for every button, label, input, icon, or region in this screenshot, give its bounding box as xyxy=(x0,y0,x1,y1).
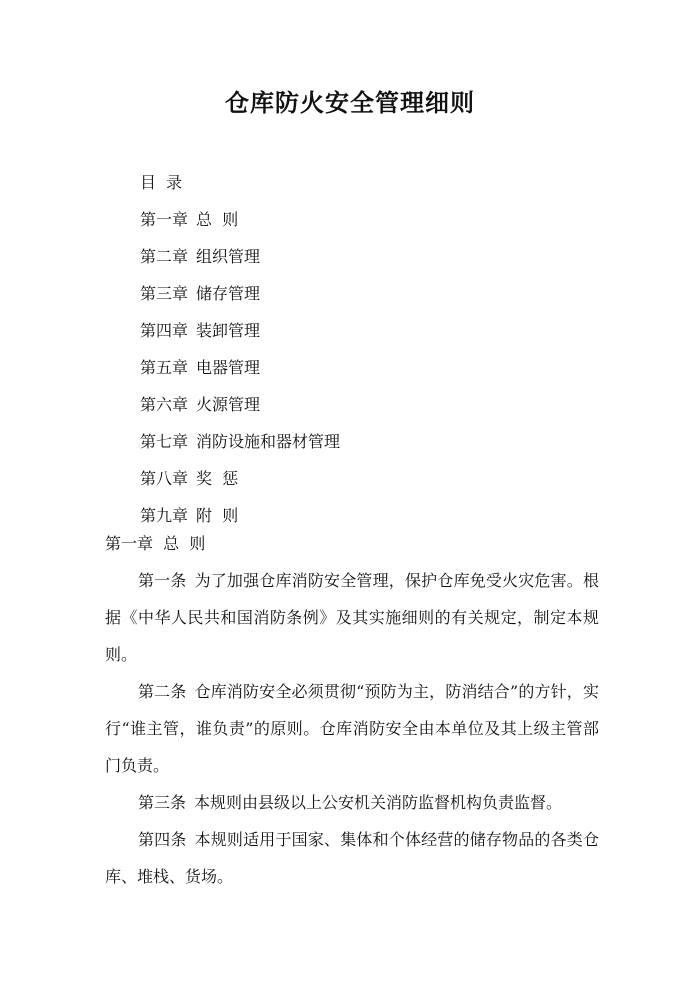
toc-item xyxy=(140,386,600,423)
toc-item xyxy=(140,238,600,275)
document-title: 仓库防火安全管理细则 xyxy=(225,89,475,117)
toc-item-label: 奖 惩 xyxy=(196,469,239,488)
toc-item-label: 附 则 xyxy=(196,506,239,525)
article-paragraph xyxy=(105,562,599,673)
toc-item-number: 第一章 xyxy=(140,210,189,229)
chapter-heading: 第一章 总 则 xyxy=(105,534,206,553)
toc-item-label: 总 则 xyxy=(196,210,239,229)
toc-item xyxy=(140,201,600,238)
toc-item xyxy=(140,275,600,312)
toc-item-label: 装卸管理 xyxy=(196,321,261,340)
toc-item xyxy=(140,312,600,349)
article-number: 第二条 xyxy=(138,682,187,701)
article-text: 仓库消防安全必须贯彻“预防为主，防消结合”的方针，实行“谁主管，谁负责”的原则。仓库消防安全由本单位及其上级主管部门负责。 xyxy=(105,682,599,775)
toc-item-number: 第七章 xyxy=(140,432,189,451)
toc-item-label: 组织管理 xyxy=(196,247,261,266)
article-number: 第三条 xyxy=(138,793,187,812)
toc-heading xyxy=(140,164,600,201)
article-paragraph xyxy=(105,673,599,784)
toc-item-number: 第九章 xyxy=(140,506,189,525)
toc-item-label: 储存管理 xyxy=(196,284,261,303)
toc-item-label: 火源管理 xyxy=(196,395,261,414)
toc-item-number: 第六章 xyxy=(140,395,189,414)
toc-item-number: 第二章 xyxy=(140,247,189,266)
article-paragraph xyxy=(105,821,599,895)
toc-item-number: 第四章 xyxy=(140,321,189,340)
toc-item xyxy=(140,460,600,497)
toc-item xyxy=(140,423,600,460)
chapter-one-body xyxy=(105,525,599,895)
toc-item-label: 消防设施和器材管理 xyxy=(196,432,341,451)
article-paragraph xyxy=(105,784,599,821)
article-text: 为了加强仓库消防安全管理，保护仓库免受火灾危害。根据《中华人民共和国消防条例》及其实施细则的有关规定，制定本规则。 xyxy=(105,571,599,664)
toc-item-number: 第五章 xyxy=(140,358,189,377)
toc-item-number: 第八章 xyxy=(140,469,189,488)
article-text: 本规则适用于国家、集体和个体经营的储存物品的各类仓库、堆栈、货场。 xyxy=(105,830,599,886)
article-number: 第一条 xyxy=(138,571,187,590)
toc-item-number: 第三章 xyxy=(140,284,189,303)
article-text: 本规则由县级以上公安机关消防监督机构负责监督。 xyxy=(194,793,563,812)
toc-item xyxy=(140,349,600,386)
toc-item-label: 电器管理 xyxy=(196,358,261,377)
table-of-contents xyxy=(140,164,600,534)
article-number: 第四条 xyxy=(138,830,187,849)
toc-heading-text: 目 录 xyxy=(140,173,183,192)
